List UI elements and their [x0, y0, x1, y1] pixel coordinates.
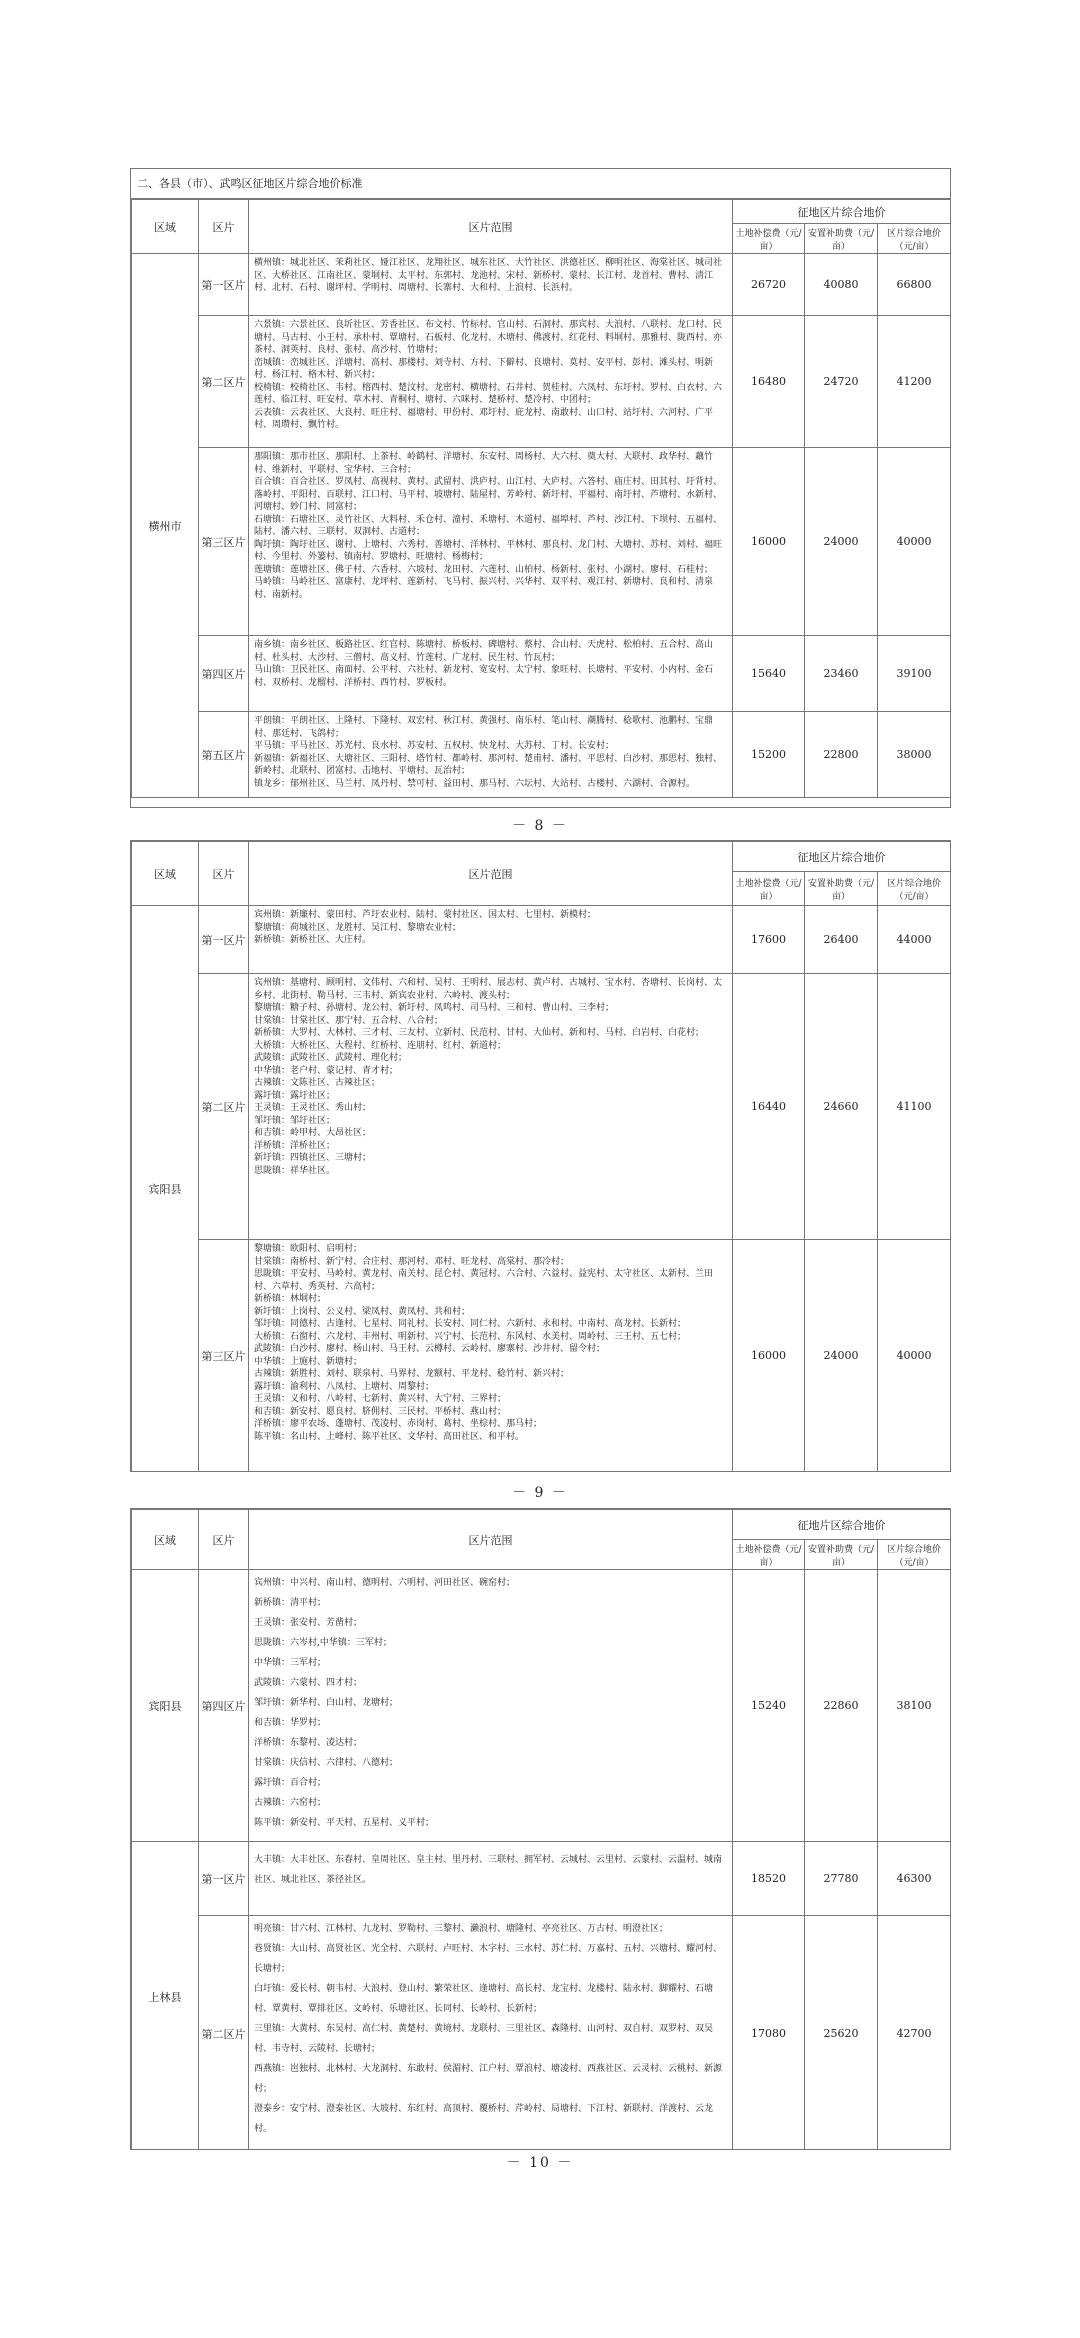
- scope-line: 新桥镇：大罗村、大林村、三才村、三友村、立新村、民范村、甘村、大仙村、新和村、马村、白岩村、白花村；: [254, 1028, 705, 1038]
- scope-line: 新圩镇：四镇社区、三塘村；: [254, 1153, 372, 1163]
- header-group: 征地区片综合地价: [733, 200, 951, 224]
- scope-line: 思陇镇：平安村、马岭村、黄龙村、南关村、昆仑村、黄冠村、六合村、六益村、益宪村、太守社区、太新村、兰田村、六草村、秀英村、六高村；: [254, 1269, 714, 1292]
- scope-line: 白圩镇：爱长村、朝韦村、大浪村、登山村、繁荣社区、逢塘村、高长村、龙宝村、龙楼村、陆永村、脚耀村、石塘村、覃黄村、覃排社区、文岭村、乐塘社区、长同村、长岭村、长新村；: [254, 1984, 714, 2014]
- scope-cell: [249, 906, 733, 974]
- scope-line: 那阳镇：那市社区、那阳村、上茶村、岭鹤村、洋塘村、东安村、周杨村、大六村、奠大村、大联村、政华村、藕竹村、维新村、平联村、宝华村、三合村；: [254, 452, 714, 475]
- scope-line: 六景镇：六景社区、良圻社区、芳香社区、布文村、竹标村、官山村、石洞村、那宾村、大浪村、八联村、龙口村、民塘村、马古村、小王村、承朴村、覃塘村、石板村、化龙村、木塘村、佛渡村、红花村、料垌村、那雅村、陇西村、亦茶村、洞英村、良村、张村、高沙村、竹塘村；: [254, 320, 723, 355]
- scope-line: 马山镇：卫民社区、南面村、公平村、六社村、新龙村、宽安村、太宁村、象旺村、长塘村、平安村、小内村、金石村、双桥村、龙榴村、洋桥村、西竹村、罗板村。: [254, 665, 714, 688]
- total-value: 40000: [878, 1240, 951, 1472]
- scope-line: 王灵镇：义和村、八岭村、七新村、黄兴村、大宁村、三界村；: [254, 1394, 507, 1404]
- scope-cell: [249, 1240, 733, 1472]
- header-resettle: 安置补助费（元/亩）: [805, 224, 878, 254]
- scope-line: 和吉镇：新安村、愿良村、脐佣村、三民村、平桥村、燕山村；: [254, 1406, 507, 1417]
- total-value: 38100: [878, 1570, 951, 1842]
- scope-line: 校椅镇：校椅社区、韦村、榕西村、楚汶村、龙密村、横塘村、石井村、贺桂村、六凤村、东圩村、罗村、白衣村、六莲村、临江村、旺安村、草木村、青桐村、塘村、六咪村、楚桥村、楚冷村、中团村；: [254, 382, 723, 405]
- page-number: － 9 －: [512, 1485, 568, 1501]
- region-cell: 上林县: [132, 1842, 199, 2151]
- table-page-9: [130, 840, 951, 1472]
- zone-cell: 第二区片: [199, 316, 249, 448]
- land-value: 17080: [733, 1916, 805, 2151]
- scope-line: 镇龙乡：郁州社区、马兰村、凤丹村、禁可村、益田村、那马村、六坛村、大站村、古楼村、六湖村、合源村。: [254, 778, 696, 789]
- resettle-value: 22860: [805, 1570, 878, 1842]
- header-zone: 区片: [199, 200, 249, 254]
- land-value: 18520: [733, 1842, 805, 1916]
- scope-line: 王灵镇：张安村、芳凿村；: [254, 1618, 363, 1628]
- header-zone: 区片: [199, 1510, 249, 1570]
- scope-line: 明亮镇：甘六村、江林村、九龙村、罗勒村、三黎村、濑浪村、塘隆村、亭亮社区、万古村、明澄社区；: [254, 1924, 669, 1934]
- scope-line: 莲塘镇：莲塘社区、佛子村、六香村、六坡村、龙田村、六莲村、山柏村、杨新村、张村、小湖村、廖村、石桂村；: [254, 564, 714, 575]
- land-value: 26720: [733, 254, 805, 316]
- scope-line: 新桥镇：林垌村；: [254, 1294, 327, 1304]
- zone-cell: 第五区片: [199, 712, 249, 798]
- scope-line: 澄泰乡：安宁村、澄泰社区、大坡村、东红村、高顶村、覆桥村、芹岭村、局塘村、下江村、新联村、洋渡村、云龙村。: [254, 2104, 714, 2134]
- header-region: 区域: [132, 1510, 199, 1570]
- scope-line: 和吉镇：华罗村；: [254, 1718, 327, 1728]
- scope-line: 武陵镇：白沙村、廖村、杨山村、马王村、云樽村、云岭村、廖寨村、沙井村、留令村；: [254, 1344, 606, 1354]
- zone-cell: 第一区片: [199, 254, 249, 316]
- zone-cell: 第三区片: [199, 1240, 249, 1472]
- scope-line: 石塘镇：石塘社区、灵竹社区、大料村、禾仓村、潼村、禾塘村、木道村、福埠村、芦村、沙江村、下坝村、五福村、陆村、潘六村、三联村、双洞村、古道村；: [254, 514, 723, 537]
- resettle-value: 24000: [805, 448, 878, 636]
- header-scope: 区片范围: [249, 200, 733, 254]
- land-value: 15240: [733, 1570, 805, 1842]
- scope-line: 峦城镇：峦城社区、洋塘村、高村、那楼村、刘寺村、方村、下僻村、良塘村、莫村、安平村、彭村、滩头村、明新村、杨江村、格木村、新兴村；: [254, 357, 714, 380]
- zone-cell: 第四区片: [199, 1570, 249, 1842]
- zone-cell: 第四区片: [199, 636, 249, 712]
- scope-line: 新福镇：新福社区、大塘社区、三阳村、塔竹村、都岭村、那河村、楚甫村、潘村、平思村、白沙村、那思村、独村、新岭村、北联村、团富村、击地村、平塘村、瓦治村；: [254, 753, 723, 776]
- scope-line: 黎塘镇：糖子村、孙塘村、龙公村、新圩村、凤鸣村、司马村、三和村、曹山村、三李村；: [254, 1003, 615, 1013]
- scope-line: 陶圩镇：陶圩社区、谢村、上塘村、六秀村、善塘村、洋林村、平林村、那良村、龙门村、大塘村、苏村、刘村、福旺村、今里村、外篓村、镇南村、罗塘村、旺塘村、杨梅村；: [254, 539, 723, 562]
- resettle-value: 27780: [805, 1842, 878, 1916]
- scope-line: 王灵镇：王灵社区、秀山村；: [254, 1103, 372, 1113]
- price-table: [131, 199, 951, 798]
- zone-cell: 第二区片: [199, 1916, 249, 2151]
- land-value: 16480: [733, 316, 805, 448]
- scope-line: 邹圩镇：新华村、白山村、龙塘村；: [254, 1698, 399, 1708]
- header-land: 土地补偿费（元/亩）: [733, 872, 805, 906]
- header-land: 土地补偿费（元/亩）: [733, 1540, 805, 1570]
- header-scope: 区片范围: [249, 1510, 733, 1570]
- resettle-value: 24660: [805, 974, 878, 1240]
- scope-line: 西燕镇：岜独村、北林村、大龙洞村、东敢村、侯湄村、江户村、覃浪村、塘凌村、西燕社区、云灵村、云桃村、新源村；: [254, 2064, 723, 2094]
- scope-line: 陈平镇：名山村、上峰村、陈平社区、文华村、高田社区、和平村。: [254, 1431, 525, 1442]
- scope-cell: [249, 448, 733, 636]
- scope-line: 思陇镇：祥华社区。: [254, 1165, 336, 1176]
- total-value: 41200: [878, 316, 951, 448]
- scope-line: 古辣镇：六窑村；: [254, 1798, 327, 1808]
- scope-line: 思陇镇：六岑村,中华镇：三军村；: [254, 1638, 392, 1648]
- total-value: 40000: [878, 448, 951, 636]
- header-group: 征地区片综合地价: [733, 842, 951, 872]
- scope-line: 邹圩镇：邹圩社区；: [254, 1115, 336, 1126]
- scope-line: 三里镇：大黄村、东吴村、高仁村、黄楚村、黄境村、龙联村、三里社区、森隆村、山河村、双自村、双罗村、双吴村、韦寺村、云陵村、长塘村；: [254, 2024, 714, 2054]
- scope-line: 百合镇：百合社区、罗凤村、高视村、黄村、武留村、洪庐村、山江村、大庐村、六答村、庙庄村、田其村、圩背村、落岭村、平阳村、百联村、江口村、马平村、坡塘村、陆屋村、芳岭村、新圩村、平福村、南圩村、芦塘村、水新村、河塘村、妙门村、同富村；: [254, 477, 723, 512]
- price-table: [131, 1509, 951, 2150]
- scope-line: 平马镇：平马社区、苏光村、良水村、苏安村、五权村、快龙村、大苏村、丁村、长安村；: [254, 741, 615, 751]
- total-value: 66800: [878, 254, 951, 316]
- total-value: 39100: [878, 636, 951, 712]
- scope-line: 平朗镇：平朗社区、上隆村、下隆村、双宏村、秋江村、黄强村、南乐村、笔山村、潮腾村、稔歌村、池鹏村、宝鼎村、那廷村、飞鸽村；: [254, 716, 714, 739]
- scope-line: 古辣镇：新胜村、刘村、联泉村、马界村、龙额村、平龙村、稔竹村、新兴村；: [254, 1369, 570, 1379]
- header-land: 土地补偿费（元/亩）: [733, 224, 805, 254]
- total-value: 42700: [878, 1916, 951, 2151]
- scope-cell: [249, 974, 733, 1240]
- section-title: 二、各县（市）、武鸣区征地区片综合地价标准: [131, 169, 950, 199]
- scope-line: 大桥镇：石窗村、六龙村、丰州村、明新村、兴宁村、长范村、东风村、水美村、周岭村、三王村、五七村；: [254, 1331, 687, 1342]
- table-page-10: [130, 1508, 951, 2150]
- scope-line: 新桥镇：清平村；: [254, 1598, 327, 1608]
- scope-line: 古辣镇：文陈社区、古辣社区；: [254, 1078, 381, 1088]
- scope-line: 邹圩镇：同德村、古逢村、七星村、同礼村、长安村、同仁村、六新村、永和村、中南村、高龙村、长新村；: [254, 1319, 687, 1329]
- scope-line: 马岭镇：马岭社区、富康村、龙坪村、莲新村、飞马村、振兴村、兴华村、双平村、观江村、新塘村、良和村、清泉村、南新村。: [254, 577, 714, 600]
- total-value: 41100: [878, 974, 951, 1240]
- zone-cell: 第二区片: [199, 974, 249, 1240]
- scope-line: 露圩镇：露圩社区；: [254, 1090, 336, 1101]
- scope-line: 中华镇：三军村；: [254, 1658, 327, 1668]
- header-resettle: 安置补助费（元/亩）: [805, 1540, 878, 1570]
- scope-line: 黎塘镇：欧阳村、启明村；: [254, 1244, 363, 1254]
- land-value: 16440: [733, 974, 805, 1240]
- land-value: 15200: [733, 712, 805, 798]
- resettle-value: 23460: [805, 636, 878, 712]
- scope-line: 巷贤镇：大山村、高贤社区、光全村、六联村、卢旺村、木字村、三水村、苏仁村、万嘉村、五村、兴塘村、耀河村、长塘村；: [254, 1944, 723, 1974]
- land-value: 15640: [733, 636, 805, 712]
- resettle-value: 24000: [805, 1240, 878, 1472]
- total-value: 38000: [878, 712, 951, 798]
- header-total: 区片综合地价（元/亩）: [878, 224, 951, 254]
- scope-line: 新圩镇：上岗村、公义村、梁凤村、黄凤村、共和村；: [254, 1306, 471, 1317]
- header-total: 区片综合地价（元/亩）: [878, 1540, 951, 1570]
- scope-line: 大桥镇：大桥社区、大程村、红桥村、连朋村、红村、新道村；: [254, 1040, 507, 1051]
- header-zone: 区片: [199, 842, 249, 906]
- scope-cell: [249, 712, 733, 798]
- region-cell: 宾阳县: [132, 1570, 199, 1842]
- resettle-value: 24720: [805, 316, 878, 448]
- header-group: 征地片区综合地价: [733, 1510, 951, 1540]
- table-page-8: [130, 168, 951, 808]
- scope-cell: [249, 1842, 733, 1916]
- land-value: 16000: [733, 1240, 805, 1472]
- scope-line: 横州镇：城北社区、茉莉社区、娅江社区、龙翔社区、城东社区、大竹社区、洪德社区、柳明社区、海棠社区、城司社区、大桥社区、江南社区、蒙垌村、太平村、东郭村、龙池村、宋村、新桥村、蒙村、长江村、龙首村、曹村、清江村、北村、石村、谢坪村、学明村、周塘村、长寨村、大和村、上浪村、长浜村。: [254, 258, 723, 293]
- scope-line: 露圩镇：百合村；: [254, 1778, 327, 1788]
- scope-line: 甘棠镇：南桥村、新宁村、合庄村、那河村、邓村、旺龙村、高棠村、那冷村；: [254, 1256, 570, 1267]
- header-scope: 区片范围: [249, 842, 733, 906]
- scope-line: 武陵镇：六蒙村、四才村；: [254, 1678, 363, 1688]
- price-table: [131, 841, 951, 1472]
- region-cell: 宾阳县: [132, 906, 199, 1472]
- total-value: 44000: [878, 906, 951, 974]
- scope-cell: [249, 254, 733, 316]
- header-total: 区片综合地价（元/亩）: [878, 872, 951, 906]
- land-value: 17600: [733, 906, 805, 974]
- scope-line: 甘棠镇：庆信村、六律村、八德村；: [254, 1758, 399, 1768]
- scope-line: 中华镇：上施村、新塘村；: [254, 1356, 363, 1367]
- total-value: 46300: [878, 1842, 951, 1916]
- scope-line: 云表镇：云表社区、大良村、旺庄村、福塘村、甲份村、邓圩村、庇龙村、南敢村、山口村、站圩村、六河村、广平村、周瓒村、飘竹村。: [254, 407, 714, 430]
- page-number: － 8 －: [512, 818, 568, 834]
- scope-line: 宾州镇：新廉村、蒙田村、芦圩农业村、陆村、蒙村社区、国太村、七里村、新模村；: [254, 910, 597, 920]
- zone-cell: 第三区片: [199, 448, 249, 636]
- scope-cell: [249, 1570, 733, 1842]
- scope-line: 宾州镇：基塘村、顾明村、文伟村、六和村、吴村、王明村、展志村、黄卢村、古城村、宝水村、杏塘村、长岗村、太乡村、北街村、勒马村、三韦村、新宾农业村、六岭村、渡头村；: [254, 978, 723, 1001]
- zone-cell: 第一区片: [199, 906, 249, 974]
- scope-cell: [249, 316, 733, 448]
- land-value: 16000: [733, 448, 805, 636]
- scope-line: 洋桥镇：东黎村、凌达村；: [254, 1738, 363, 1748]
- resettle-value: 26400: [805, 906, 878, 974]
- scope-line: 洋桥镇：廖平农场、蓬塘村、茂凌村、赤岗村、葛村、坐棕村、那马村；: [254, 1419, 543, 1429]
- scope-line: 武陵镇：武陵社区、武陵村、理化村；: [254, 1053, 408, 1063]
- scope-line: 大丰镇：大丰社区、东春村、皇周社区、皇主村、里丹村、三联村、拥军村、云城村、云里村、云蒙村、云温村、城南社区、城北社区、茶径社区。: [254, 1855, 723, 1885]
- resettle-value: 22800: [805, 712, 878, 798]
- scope-line: 洋桥镇：洋桥社区；: [254, 1140, 336, 1151]
- header-resettle: 安置补助费（元/亩）: [805, 872, 878, 906]
- page-number: － 10 －: [506, 2155, 574, 2171]
- scope-line: 宾州镇：中兴村、南山村、德明村、六明村、河田社区、碗窑村；: [254, 1578, 516, 1588]
- header-region: 区域: [132, 842, 199, 906]
- scope-line: 和吉镇：岭甲村、大昂社区；: [254, 1128, 372, 1138]
- resettle-value: 25620: [805, 1916, 878, 2151]
- region-cell: 横州市: [132, 254, 199, 798]
- header-region: 区域: [132, 200, 199, 254]
- scope-cell: [249, 636, 733, 712]
- scope-line: 中华镇：老户村、蒙记村、青才村；: [254, 1065, 399, 1076]
- resettle-value: 40080: [805, 254, 878, 316]
- scope-line: 南乡镇：南乡社区、板路社区、红官村、陈塘村、桥板村、碑塘村、蔡村、合山村、天虎村、松柏村、五合村、高山村、杜头村、大沙村、三僧村、高义村、竹莲村、广龙村、民生村、竹瓦村；: [254, 640, 714, 663]
- scope-line: 陈平镇：新安村、平天村、五星村、义平村；: [254, 1818, 435, 1828]
- scope-line: 露圩镇：渝利村、八凤村、上塘村、周黎村；: [254, 1381, 435, 1392]
- scope-line: 甘棠镇：甘棠社区、那宁村、五合村、八合村；: [254, 1015, 444, 1026]
- scope-line: 黎塘镇：荷城社区、龙胜村、吴江村、黎塘农业村；: [254, 922, 462, 933]
- scope-line: 新桥镇：新桥社区、大庄村。: [254, 935, 372, 945]
- zone-cell: 第一区片: [199, 1842, 249, 1916]
- scope-cell: [249, 1916, 733, 2151]
